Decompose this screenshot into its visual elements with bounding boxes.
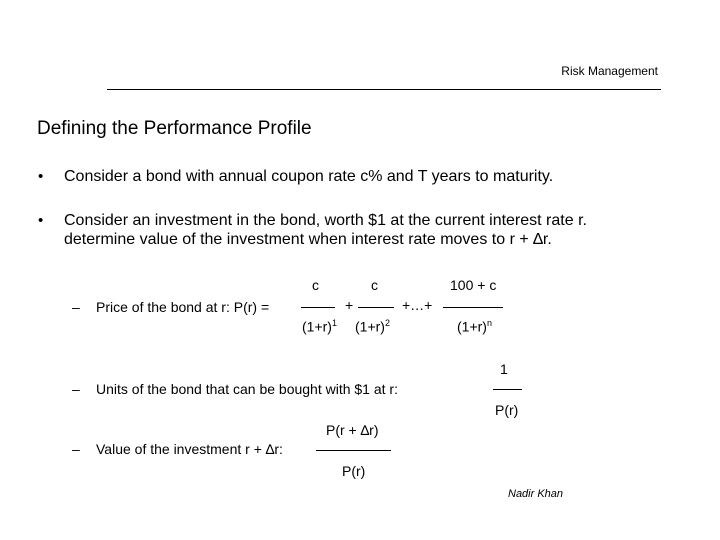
value-fraction-line	[316, 450, 391, 451]
price-den-3: $(1+r)^n$	[457, 318, 492, 335]
bullet-symbol: •	[38, 168, 44, 185]
price-num-3: 100 + c	[450, 277, 497, 293]
sub-dash: –	[72, 381, 80, 397]
price-fraction-line-1	[301, 307, 335, 308]
bullet-symbol: •	[38, 212, 44, 229]
price-ellipsis: +…+	[402, 297, 433, 313]
price-label: Price of the bond at r: P(r) =	[96, 299, 270, 315]
price-num-1: c	[312, 277, 319, 293]
sub-dash: –	[72, 299, 80, 315]
price-plus: +	[345, 297, 354, 313]
slide-header: Risk Management	[561, 64, 658, 78]
units-num: 1	[500, 361, 508, 377]
value-den: P(r)	[342, 463, 366, 479]
header-divider	[107, 89, 661, 90]
price-den-2: $(1+r)^2$	[355, 318, 390, 335]
price-den-1: $(1+r)^1$	[302, 318, 337, 335]
bullet-text-bond: Consider a bond with annual coupon rate c% and T years to maturity.	[64, 168, 554, 185]
units-label: Units of the bond that can be bought with $1 at r:	[96, 381, 398, 397]
units-fraction-line	[493, 389, 522, 390]
value-num: P(r + ∆r)	[326, 422, 379, 438]
slide-title: Defining the Performance Profile	[37, 118, 312, 139]
price-fraction-line-3	[443, 307, 503, 308]
price-num-2: c	[371, 277, 378, 293]
bullet-text-investment-cont: determine value of the investment when interest rate moves to r + ∆r.	[64, 231, 552, 248]
units-den: P(r)	[495, 402, 519, 418]
author-name: Nadir Khan	[508, 488, 564, 500]
value-label: Value of the investment r + ∆r:	[96, 441, 283, 457]
sub-dash: –	[72, 441, 80, 457]
bullet-text-investment: Consider an investment in the bond, worth $1 at the current interest rate r.	[64, 212, 587, 229]
price-fraction-line-2	[358, 307, 394, 308]
